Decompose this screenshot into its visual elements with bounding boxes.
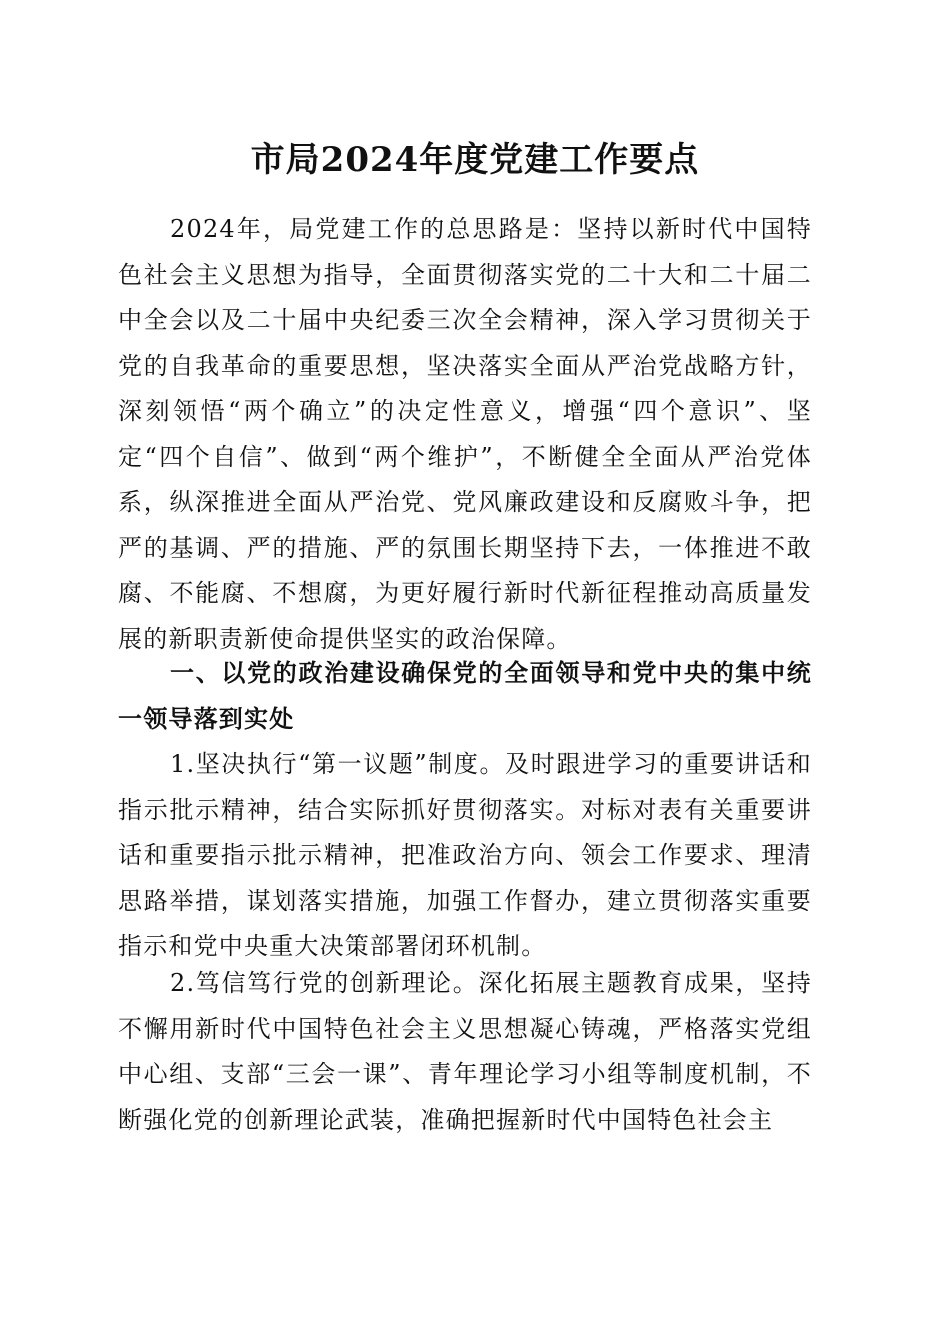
list-item-1: 1.坚决执行“第一议题”制度。及时跟进学习的重要讲话和指示批示精神，结合实际抓好贯彻落实。对标对表有关重要讲话和重要指示批示精神，把准政治方向、领会工作要求、理清思路举措，谋划落实措施，加强工作督办，建立贯彻落实重要指示和党中央重大决策部署闭环机制。 xyxy=(118,750,812,960)
intro-paragraph: 2024年，局党建工作的总思路是：坚持以新时代中国特色社会主义思想为指导，全面贯彻落实党的二十大和二十届二中全会以及二十届中央纪委三次全会精神，深入学习贯彻关于党的自我革命的重要思想，坚决落实全面从严治党战略方针，深刻领悟“两个确立”的决定性意义，增强“四个意识”、坚定“四个自信”、做到“两个维护”，不断健全全面从严治党体系，纵深推进全面从严治党、党风廉政建设和反腐败斗争，把严的基调、严的措施、严的氛围长期坚持下去，一体推进不敢腐、不能腐、不想腐，为更好履行新时代新征程推动高质量发展的新职责新使命提供坚实的政治保障。 xyxy=(118,215,812,653)
document-title: 市局2024年度党建工作要点 xyxy=(250,140,700,180)
list-item-2: 2.笃信笃行党的创新理论。深化拓展主题教育成果，坚持不懈用新时代中国特色社会主义思想凝心铸魂，严格落实党组中心组、支部“三会一课”、青年理论学习小组等制度机制，不断强化党的创新理论武装，准确把握新时代中国特色社会主 xyxy=(118,969,812,1134)
section-heading-1: 一、以党的政治建设确保党的全面领导和党中央的集中统一领导落到实处 xyxy=(118,659,812,733)
